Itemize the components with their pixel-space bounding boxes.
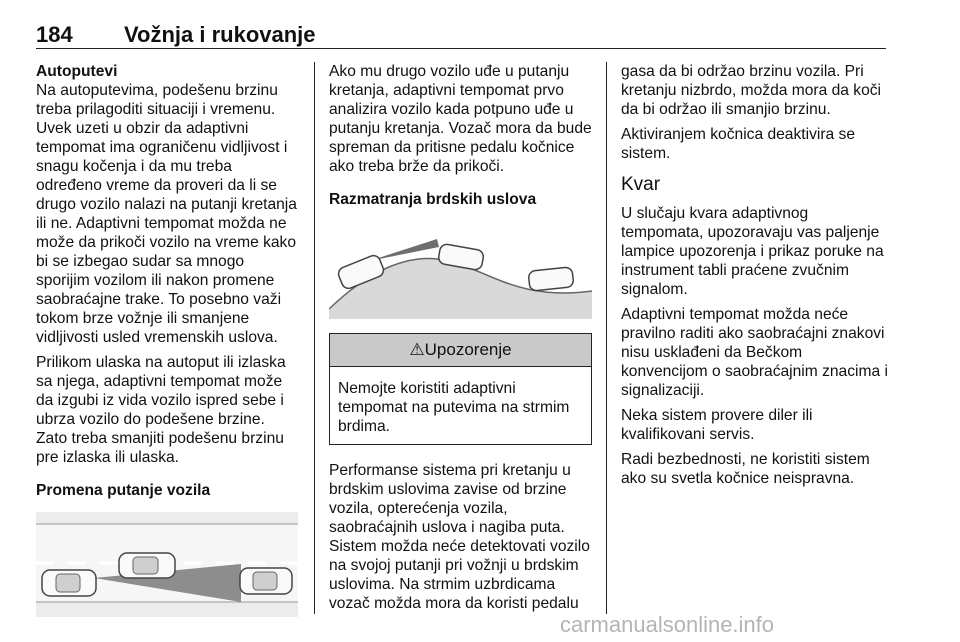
column-divider-1 [314, 62, 315, 614]
column-3 [621, 62, 889, 494]
section-heading-autoputevi: Autoputevi [36, 63, 118, 80]
warning-header [330, 334, 591, 367]
subheading-lane-change: Promena putanje vozila [36, 482, 211, 499]
column-divider-2 [606, 62, 607, 614]
page-header [36, 18, 886, 49]
warning-text: Nemojte koristiti adaptivni tempomat na putevima na strmim brdima. [338, 380, 570, 435]
paragraph: Radi bezbednosti, ne koristiti sistem ako su svetla kočnice neispravna. [621, 451, 870, 487]
paragraph: Prilikom ulaska na autoput ili izlaska sa njega, adaptivni tempomat može da izgubi iz vida vozilo ispred sebe i ubrza vozilo do podešene brzine. Zato treba smanjiti podešenu brzinu pre izlaska ili ulaska. [36, 354, 286, 466]
car-valley-icon [528, 267, 574, 291]
paragraph: Neka sistem provere diler ili kvalifikovani servis. [621, 407, 813, 443]
paragraph: Ako mu drugo vozilo uđe u putanju kretanja, adaptivni tempomat prvo analizira vozilo kada potpuno uđe u putanju kretanja. Vozač mora da bude spreman da pritisne pedalu kočnice ako treba brže da prikoči. [329, 63, 592, 175]
page-number: 184 [36, 22, 73, 47]
watermark: carmanualsonline.info [560, 612, 775, 637]
paragraph: U slučaju kvara adaptivnog tempomata, upozoravaju vas paljenje lampice upozorenja i prikaz poruke na instrument tabli praćene zvučnim signalom. [621, 205, 884, 298]
lane-change-illustration [36, 512, 298, 617]
paragraph: gasa da bi održao brzinu vozila. Pri kretanju nizbrdo, možda mora da koči da bi održao ili smanjio brzinu. [621, 63, 882, 118]
hill-driving-illustration [329, 221, 592, 319]
paragraph: Performanse sistema pri kretanju u brdskim uslovima zavise od brzine vozila, opterećenja vozila, saobraćajnih uslova i nagiba puta. Sistem možda neće detektovati vozilo na svojoj putanji pri vožnji u brdskim uslovima. Na strmim uzbrdicama vozač možda mora da koristi pedalu [329, 462, 590, 612]
warning-triangle-icon: ⚠ [409, 340, 425, 359]
warning-title: Upozorenje [424, 340, 512, 359]
column-2 [329, 62, 592, 619]
column-1 [36, 62, 298, 627]
chapter-title: Vožnja i rukovanje [124, 22, 316, 47]
paragraph: Adaptivni tempomat možda neće pravilno raditi ako saobraćajni znakovi nisu usklađeni da Bečkom konvencijom o saobraćajnim znacima i signalizaciji. [621, 306, 888, 399]
paragraph: Aktiviranjem kočnica deaktivira se sistem. [621, 126, 855, 162]
warning-box [329, 333, 592, 445]
section-heading-kvar: Kvar [621, 174, 661, 195]
subheading-hills: Razmatranja brdskih uslova [329, 191, 537, 208]
paragraph: Na autoputevima, podešenu brzinu treba prilagoditi situaciji i vremenu. Uvek uzeti u obzir da adaptivni tempomat ima ograničenu vidljivost i snagu kočenja i da mu treba određeno vreme da proveri da li se drugo vozilo nalazi na putanji kretanja ili ne. Adaptivni tempomat možda ne može da prikoči vozilo na vreme kako bi se izbegao sudar sa mnogo sporijim vozilom ili nakon promene saobraćajne trake. To posebno važi tokom brze vožnje ili smanjene vidljivosti usled vremenskih uslova. [36, 82, 297, 346]
